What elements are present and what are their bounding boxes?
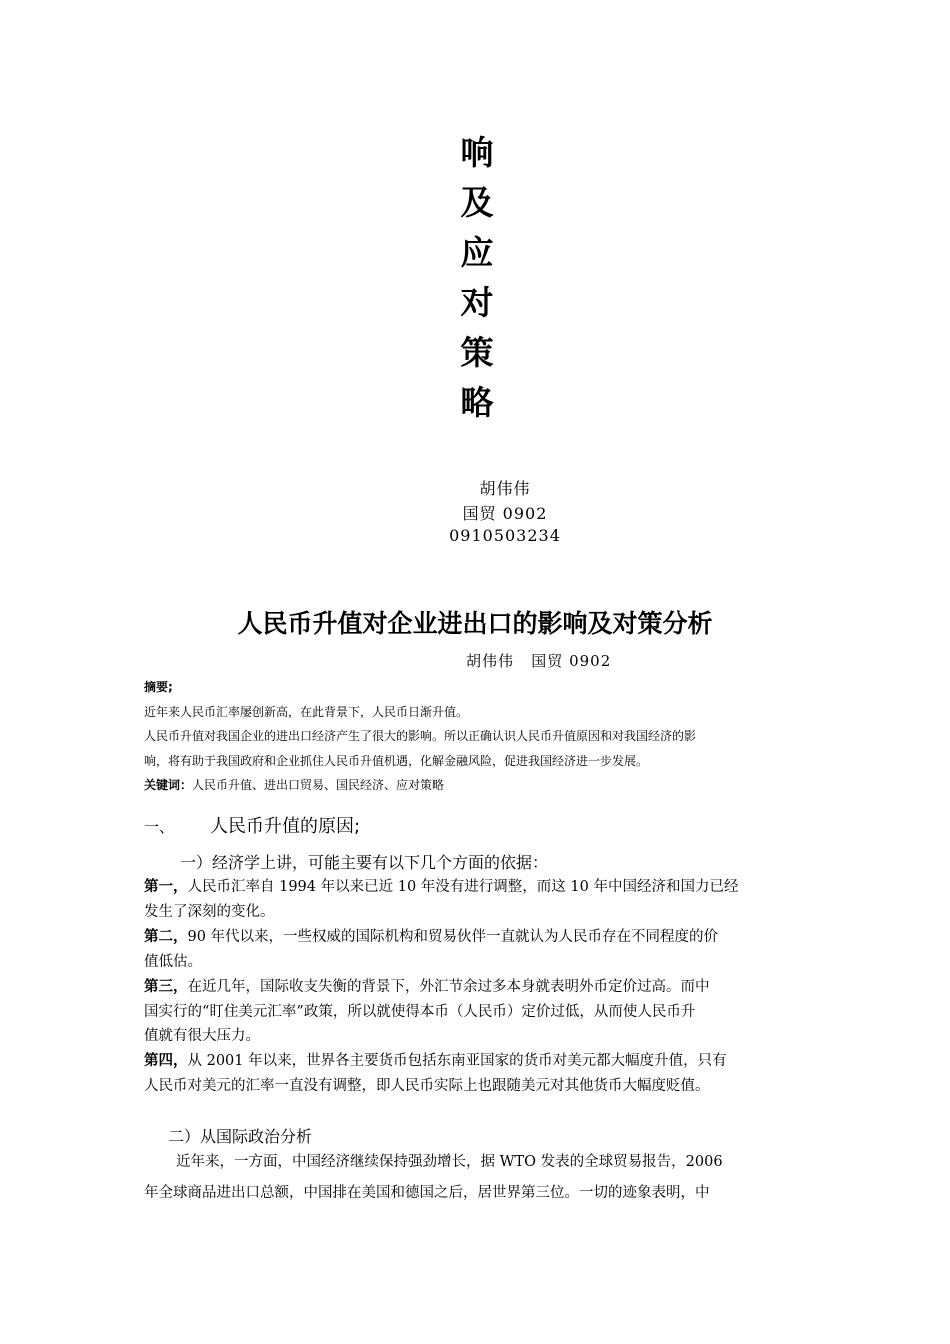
cover-title-char: 对: [460, 283, 494, 322]
point-label: 第三，: [144, 979, 188, 995]
section-1-title: 人民币升值的原因;: [210, 816, 361, 837]
point-text: 人民币汇率自 1994 年以来已近 10 年没有进行调整，而这 10 年中国经济和国力已经: [187, 879, 739, 895]
paragraph-line: 年全球商品进出口总额，中国排在美国和德国之后，居世界第三位。一切的迹象表明，中: [144, 1185, 710, 1201]
cover-title-vertical: [455, 128, 499, 428]
cover-student-id: 0910503234: [449, 526, 561, 545]
point-line: 值低估。: [144, 954, 202, 970]
abstract-heading: [144, 678, 173, 695]
point-line: 国实行的“盯住美元汇率”政策，所以就使得本币（人民币）定价过低，从而使人民币升: [144, 1004, 696, 1020]
point-label: 第一，: [144, 879, 188, 895]
cover-class: 国贸 0902: [462, 504, 548, 523]
point-text: 从 2001 年以来，世界各主要货币包括东南亚国家的货币对美元都大幅度升值，只有: [187, 1053, 727, 1069]
point-text: 在近几年，国际收支失衡的背景下，外汇节余过多本身就表明外币定价过高。而中: [187, 979, 710, 995]
keywords-label: 关键词：: [144, 778, 193, 792]
point-line: [144, 975, 710, 996]
point-text: 90 年代以来，一些权威的国际机构和贸易伙伴一直就认为人民币存在不同程度的价: [187, 929, 719, 945]
paragraph-line: 近年来，一方面，中国经济继续保持强劲增长，据 WTO 发表的全球贸易报告，2006: [176, 1154, 723, 1170]
cover-title-char: 略: [460, 383, 494, 422]
section-1-heading: [144, 812, 360, 838]
abstract-line: 人民币升值对我国企业的进出口经济产生了很大的影响。所以正确认识人民币升值原因和对我国经济的影: [144, 729, 697, 743]
keywords-text: 人民币升值、进出口贸易、国民经济、应对策略: [192, 778, 445, 792]
point-line: [144, 875, 738, 896]
point-label: 第四，: [144, 1053, 188, 1069]
abstract-line: 响，将有助于我国政府和企业抓住人民币升值机遇，化解金融风险，促进我国经济进一步发展。: [144, 754, 649, 768]
abstract-line: 近年来人民币汇率屡创新高，在此背景下，人民币日渐升值。: [144, 705, 469, 719]
cover-title-char: 响: [460, 133, 494, 172]
point-line: 值就有很大压力。: [144, 1028, 260, 1044]
subsection-1-title: 一）经济学上讲，可能主要有以下几个方面的依据：: [180, 853, 549, 872]
article-byline: 胡伟伟 国贸 0902: [466, 652, 612, 670]
point-line: [144, 1049, 727, 1070]
cover-title-char: 应: [460, 233, 494, 272]
cover-title-char: 策: [460, 333, 494, 372]
point-line: [144, 925, 718, 946]
cover-title-char: 及: [460, 183, 494, 222]
subsection-2-title: 二）从国际政治分析: [168, 1127, 313, 1146]
cover-author: 胡伟伟: [479, 479, 531, 498]
point-label: 第二，: [144, 929, 188, 945]
point-line: 人民币对美元的汇率一直没有调整，即人民币实际上也跟随美元对其他货币大幅度贬值。: [144, 1078, 710, 1094]
article-title: 人民币升值对企业进出口的影响及对策分析: [237, 609, 713, 638]
section-1-number: 一、: [144, 818, 175, 836]
abstract-label: 摘要;: [144, 680, 173, 694]
keywords-line: [144, 776, 444, 793]
point-line: 发生了深刻的变化。: [144, 904, 275, 920]
